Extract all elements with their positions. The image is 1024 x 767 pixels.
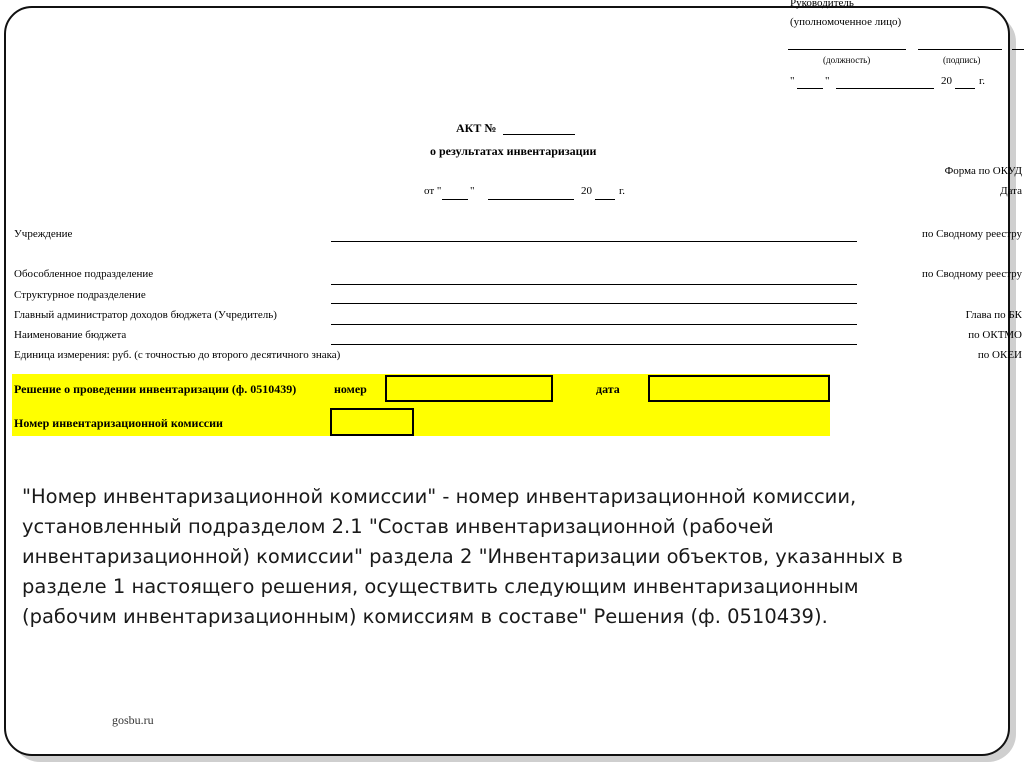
act-subtitle: о результатах инвентаризации xyxy=(430,144,597,158)
act-title: АКТ № xyxy=(456,121,497,135)
field-separate-division: Обособленное подразделение xyxy=(14,268,154,280)
act-date-quote-close: " xyxy=(470,185,475,197)
field-budget-name: Наименование бюджета xyxy=(14,329,127,341)
act-date-from: от " xyxy=(424,185,442,197)
okud-label: Форма по ОКУД xyxy=(944,165,1022,177)
act-year-prefix: 20 xyxy=(581,185,592,197)
glava-bk-label: Глава по БК xyxy=(965,309,1022,321)
field-separate-division-line xyxy=(331,284,857,285)
decision-date-label: дата xyxy=(596,382,620,396)
authorized-label: (уполномоченное лицо) xyxy=(790,16,902,28)
registry-label-1: по Сводному реестру xyxy=(922,228,1022,240)
approval-year-line xyxy=(955,88,975,89)
decision-date-box[interactable] xyxy=(648,375,830,402)
signature-line xyxy=(918,49,1002,50)
act-month-line xyxy=(488,199,574,200)
approval-date-quote-close: " xyxy=(825,75,830,87)
field-unit-of-measure: Единица измерения: руб. (с точностью до второго десятичного знака) xyxy=(14,349,341,361)
explanation-line: "Номер инвентаризационной комиссии" - номер инвентаризационной комиссии, xyxy=(22,485,857,508)
field-budget-name-line xyxy=(331,344,857,345)
act-number-line xyxy=(503,134,575,135)
approval-month-line xyxy=(836,88,934,89)
head-label: Руководитель xyxy=(790,0,854,9)
oktmo-label: по ОКТМО xyxy=(968,329,1022,341)
decision-label: Решение о проведении инвентаризации (ф. 0510439) xyxy=(14,382,297,396)
explanation-line: инвентаризационной) комиссии" раздела 2 "Инвентаризации объектов, указанных в xyxy=(22,545,904,568)
approval-year-suffix: г. xyxy=(979,75,986,87)
field-institution: Учреждение xyxy=(14,228,73,240)
field-structural-division: Структурное подразделение xyxy=(14,289,146,301)
explanation-line: (рабочим инвентаризационным) комиссиям в составе" Решения (ф. 0510439). xyxy=(22,605,828,628)
commission-number-box[interactable] xyxy=(330,408,414,436)
field-chief-administrator: Главный администратор доходов бюджета (Учредитель) xyxy=(14,309,277,321)
explanation-line: разделе 1 настоящего решения, осуществить следующим инвентаризационным xyxy=(22,575,859,598)
decision-number-box[interactable] xyxy=(385,375,553,402)
act-year-line xyxy=(595,199,615,200)
explanation-line: установленный подразделом 2.1 "Состав инвентаризационной (рабочей xyxy=(22,515,774,538)
field-chief-administrator-line xyxy=(331,324,857,325)
field-structural-division-line xyxy=(331,303,857,304)
field-institution-line xyxy=(331,241,857,242)
registry-label-2: по Сводному реестру xyxy=(922,268,1022,280)
commission-label: Номер инвентаризационной комиссии xyxy=(14,416,223,430)
approval-date-quote-open: " xyxy=(790,75,795,87)
decision-number-label: номер xyxy=(334,382,367,396)
date-code-label: Дата xyxy=(1000,185,1022,197)
position-line xyxy=(788,49,906,50)
act-year-suffix: г. xyxy=(619,185,626,197)
footer-source: gosbu.ru xyxy=(112,713,154,727)
signature-caption: (подпись) xyxy=(943,55,981,65)
approval-day-line xyxy=(797,88,823,89)
approval-year-prefix: 20 xyxy=(941,75,952,87)
okei-label: по ОКЕИ xyxy=(977,349,1022,361)
explanation-paragraph xyxy=(22,482,1022,632)
act-day-line xyxy=(442,199,468,200)
position-caption: (должность) xyxy=(823,55,871,65)
extra-line xyxy=(1012,49,1024,50)
